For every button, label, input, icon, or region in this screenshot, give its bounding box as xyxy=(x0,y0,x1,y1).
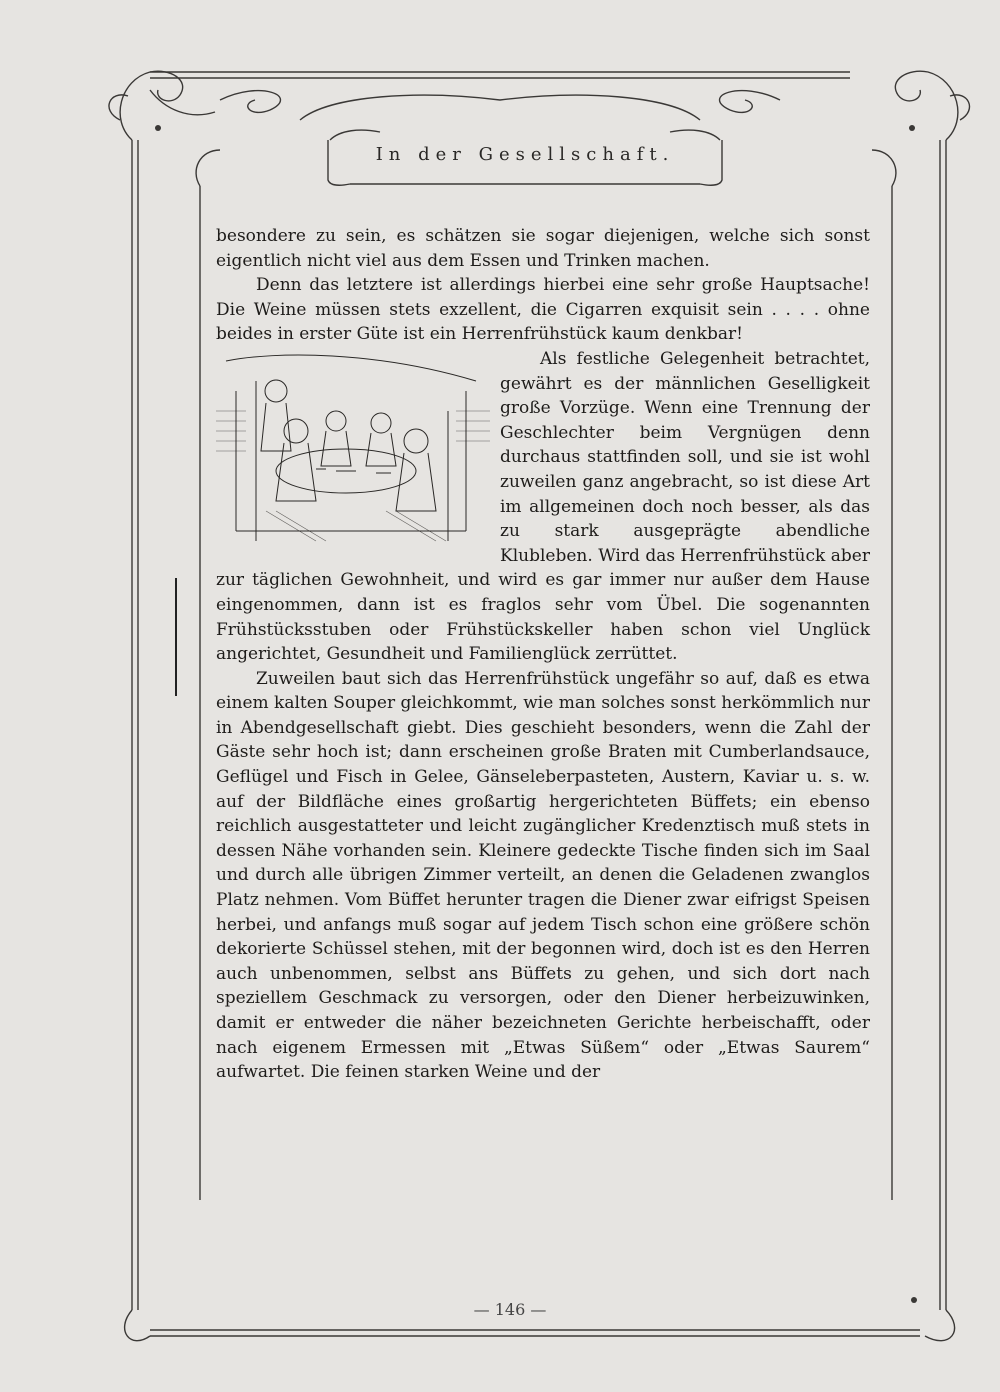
paragraph-1: besondere zu sein, es schätzen sie sogar diejenigen, welche sich sonst eigentlich nicht viel aus dem Essen und Trinken machen. xyxy=(216,226,870,271)
paragraph-4: Zuweilen baut sich das Herrenfrühstück ungefähr so auf, daß es etwa einem kalten Souper gleichkommt, wie man solches sonst herkömmlich nur in Abendgesellschaft giebt. Dies geschieht besonders, wenn die Zahl der Gäste sehr hoch ist; dann erscheinen große Braten mit Cumberlandsauce, Geflügel und Fisch in Gelee, Gänseleberpasteten, Austern, Kaviar u. s. w. auf der Bildfläche eines großartig hergerichteten Büffets; ein ebenso reichlich ausgestatteter und leicht zugänglicher Kredenztisch muß stets in dessen Nähe vorhanden sein. Kleinere gedeckte Tische finden sich im Saal und durch alle übrigen Zimmer verteilt, an denen die Geladenen zwanglos Platz nehmen. Vom Büffet herunter tragen die Diener zwar eifrigst Speisen herbei, und anfangs muß sogar auf jedem Tisch schon eine größere schön dekorierte Schüssel stehen, mit der begonnen wird, doch ist es den Herren auch unbenommen, selbst ans Büffets zu gehen, und sich dort nach speziellem Geschmack zu versorgen, oder den Diener herbeizuwinken, damit er entweder die näher bezeichneten Gerichte herbeischafft, oder nach eigenem Ermessen mit „Etwas Süßem“ oder „Etwas Saurem“ aufwartet. Die feinen starken Weine und der xyxy=(216,668,870,1083)
paragraph-3: Als festliche Gelegenheit betrachtet, gewährt es der männlichen Geselligkeit große Vorzüge. Wenn eine Trennung der Geschlechter beim Vergnügen denn durchaus stattfinden soll, und sie ist wohl zuweilen ganz angebracht, so ist diese Art im allgemeinen doch noch besser, als das zu stark ausgeprägte abendliche Klubleben. Wird das Herrenfrühstück aber zur täglichen Gewohnheit, und wird es gar immer nur außer dem Hause eingenommen, dann ist es fraglos sehr vom Übel. Die sogenannten Frühstücksstuben oder Frühstückskeller haben schon viel Unglück angerichtet, Gesundheit und Familienglück zerrüttet. xyxy=(216,348,870,665)
paragraph-2: Denn das letztere ist allerdings hierbei eine sehr große Hauptsache! Die Weine müssen stets exzellent, die Cigarren exquisit sein . . . . ohne beides in erster Güte ist ein Herrenfrühstück kaum denkbar! xyxy=(216,275,870,345)
running-head: In der Gesellschaft. xyxy=(375,144,675,165)
dining-scene-illustration xyxy=(216,351,490,547)
page-number: — 146 — xyxy=(473,1300,547,1319)
margin-mark xyxy=(175,578,177,696)
body-text xyxy=(216,224,870,1085)
